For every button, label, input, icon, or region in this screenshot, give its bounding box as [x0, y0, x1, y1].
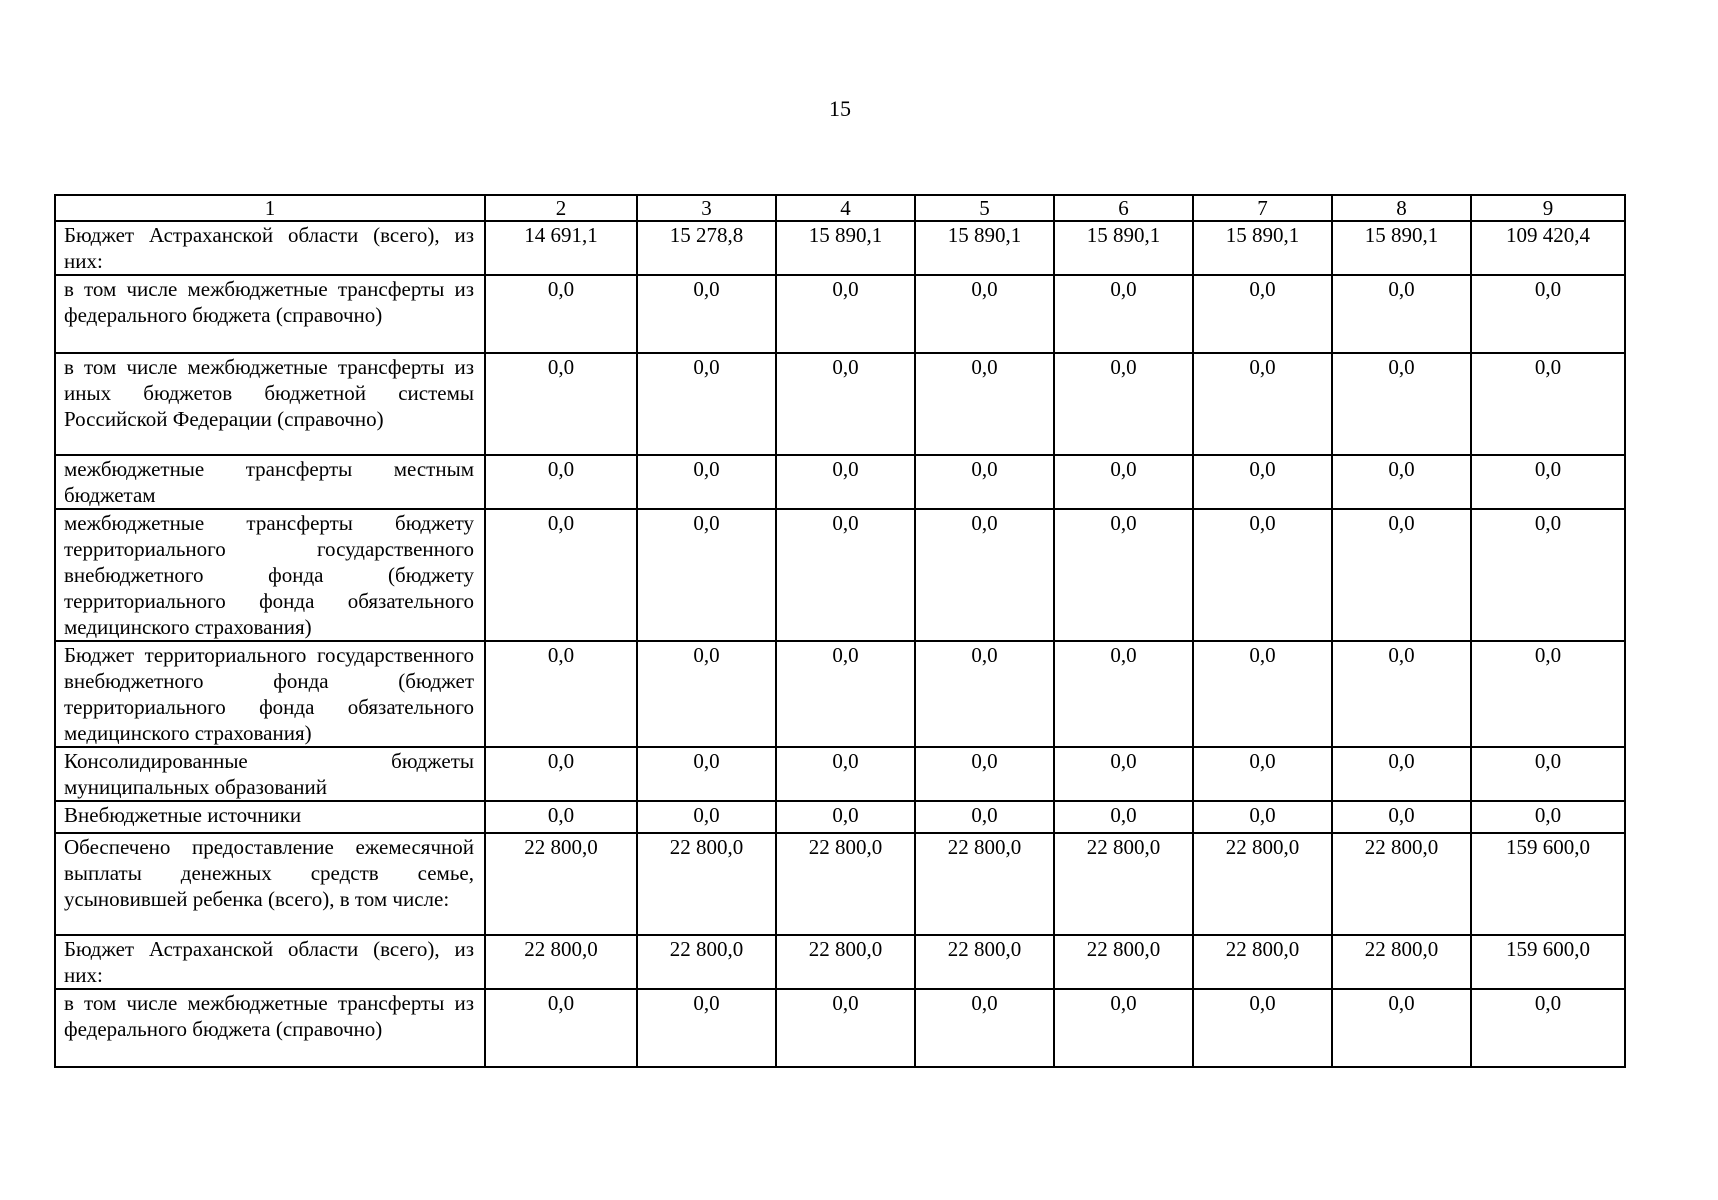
header-cell: 6 [1054, 195, 1193, 221]
value-cell: 0,0 [485, 275, 637, 353]
table-row [55, 455, 1625, 509]
value-cell: 0,0 [485, 989, 637, 1067]
value-cell: 0,0 [776, 275, 915, 353]
value-cell: 0,0 [1471, 509, 1625, 641]
table-row [55, 641, 1625, 747]
value-cell: 0,0 [485, 747, 637, 801]
value-cell: 0,0 [1054, 353, 1193, 455]
value-cell: 0,0 [1471, 275, 1625, 353]
value-cell: 22 800,0 [485, 935, 637, 989]
value-cell: 0,0 [1332, 353, 1471, 455]
value-cell: 0,0 [776, 353, 915, 455]
row-label: межбюджетные трансферты бюджету территориального государственного внебюджетного фонда (бюджету территориального фонда обязательного медицинского страхования) [55, 509, 485, 641]
row-label: в том числе межбюджетные трансферты из федерального бюджета (справочно) [55, 275, 485, 353]
value-cell: 22 800,0 [915, 935, 1054, 989]
row-label: Обеспечено предоставление ежемесячной выплаты денежных средств семье, усыновившей ребенка (всего), в том числе: [55, 833, 485, 935]
value-cell: 0,0 [1471, 641, 1625, 747]
value-cell: 0,0 [1332, 801, 1471, 833]
value-cell: 0,0 [1332, 989, 1471, 1067]
table-body [55, 221, 1625, 1067]
value-cell: 0,0 [637, 509, 776, 641]
value-cell: 0,0 [1193, 275, 1332, 353]
value-cell: 0,0 [485, 509, 637, 641]
value-cell: 15 890,1 [776, 221, 915, 275]
value-cell: 0,0 [776, 747, 915, 801]
value-cell: 15 890,1 [1193, 221, 1332, 275]
table-row [55, 935, 1625, 989]
row-label: Бюджет Астраханской области (всего), из них: [55, 221, 485, 275]
value-cell: 0,0 [1193, 455, 1332, 509]
header-cell: 1 [55, 195, 485, 221]
table-row [55, 353, 1625, 455]
value-cell: 15 890,1 [1332, 221, 1471, 275]
header-cell: 7 [1193, 195, 1332, 221]
page-number: 15 [829, 96, 851, 121]
value-cell: 0,0 [485, 641, 637, 747]
value-cell: 0,0 [915, 641, 1054, 747]
header-cell: 2 [485, 195, 637, 221]
budget-table [54, 194, 1626, 1068]
value-cell: 0,0 [1193, 509, 1332, 641]
table-row [55, 509, 1625, 641]
value-cell: 0,0 [1193, 353, 1332, 455]
header-cell: 4 [776, 195, 915, 221]
row-label: межбюджетные трансферты местным бюджетам [55, 455, 485, 509]
value-cell: 22 800,0 [485, 833, 637, 935]
value-cell: 0,0 [637, 801, 776, 833]
row-label: в том числе межбюджетные трансферты из иных бюджетов бюджетной системы Российской Федерации (справочно) [55, 353, 485, 455]
value-cell: 0,0 [1471, 747, 1625, 801]
value-cell: 22 800,0 [1332, 935, 1471, 989]
value-cell: 0,0 [485, 455, 637, 509]
table-row [55, 747, 1625, 801]
row-label: Консолидированные бюджеты муниципальных образований [55, 747, 485, 801]
value-cell: 0,0 [915, 989, 1054, 1067]
value-cell: 0,0 [637, 455, 776, 509]
value-cell: 0,0 [776, 801, 915, 833]
table-row [55, 221, 1625, 275]
value-cell: 0,0 [915, 353, 1054, 455]
header-cell: 3 [637, 195, 776, 221]
header-row [55, 195, 1625, 221]
value-cell: 159 600,0 [1471, 833, 1625, 935]
value-cell: 0,0 [1054, 989, 1193, 1067]
value-cell: 0,0 [1193, 801, 1332, 833]
value-cell: 22 800,0 [1193, 935, 1332, 989]
value-cell: 0,0 [776, 509, 915, 641]
value-cell: 109 420,4 [1471, 221, 1625, 275]
value-cell: 0,0 [637, 275, 776, 353]
value-cell: 15 890,1 [1054, 221, 1193, 275]
value-cell: 0,0 [1332, 747, 1471, 801]
value-cell: 0,0 [1054, 455, 1193, 509]
value-cell: 15 278,8 [637, 221, 776, 275]
value-cell: 0,0 [915, 509, 1054, 641]
value-cell: 0,0 [1054, 509, 1193, 641]
value-cell: 0,0 [1332, 509, 1471, 641]
value-cell: 0,0 [776, 455, 915, 509]
value-cell: 22 800,0 [1054, 833, 1193, 935]
value-cell: 0,0 [637, 353, 776, 455]
value-cell: 0,0 [1332, 455, 1471, 509]
value-cell: 0,0 [485, 353, 637, 455]
value-cell: 0,0 [1332, 641, 1471, 747]
row-label: Бюджет Астраханской области (всего), из них: [55, 935, 485, 989]
header-cell: 8 [1332, 195, 1471, 221]
row-label: Внебюджетные источники [55, 801, 485, 833]
value-cell: 0,0 [1054, 641, 1193, 747]
value-cell: 0,0 [1193, 641, 1332, 747]
value-cell: 0,0 [1471, 455, 1625, 509]
value-cell: 0,0 [1471, 353, 1625, 455]
value-cell: 0,0 [1193, 989, 1332, 1067]
header-cell: 9 [1471, 195, 1625, 221]
value-cell: 159 600,0 [1471, 935, 1625, 989]
value-cell: 0,0 [1054, 747, 1193, 801]
value-cell: 15 890,1 [915, 221, 1054, 275]
value-cell: 0,0 [637, 989, 776, 1067]
value-cell: 22 800,0 [1193, 833, 1332, 935]
value-cell: 0,0 [637, 641, 776, 747]
row-label: в том числе межбюджетные трансферты из федерального бюджета (справочно) [55, 989, 485, 1067]
table-row [55, 989, 1625, 1067]
value-cell: 0,0 [485, 801, 637, 833]
value-cell: 0,0 [1193, 747, 1332, 801]
value-cell: 0,0 [915, 801, 1054, 833]
value-cell: 14 691,1 [485, 221, 637, 275]
value-cell: 0,0 [1471, 989, 1625, 1067]
header-cell: 5 [915, 195, 1054, 221]
table-row [55, 275, 1625, 353]
value-cell: 0,0 [776, 641, 915, 747]
value-cell: 22 800,0 [637, 935, 776, 989]
table-row [55, 833, 1625, 935]
row-label: Бюджет территориального государственного внебюджетного фонда (бюджет территориального фонда обязательного медицинского страхования) [55, 641, 485, 747]
value-cell: 22 800,0 [1332, 833, 1471, 935]
table-row [55, 801, 1625, 833]
value-cell: 0,0 [915, 275, 1054, 353]
value-cell: 22 800,0 [776, 833, 915, 935]
value-cell: 0,0 [915, 747, 1054, 801]
value-cell: 22 800,0 [915, 833, 1054, 935]
value-cell: 0,0 [1054, 801, 1193, 833]
value-cell: 22 800,0 [637, 833, 776, 935]
value-cell: 0,0 [1054, 275, 1193, 353]
value-cell: 0,0 [637, 747, 776, 801]
value-cell: 22 800,0 [1054, 935, 1193, 989]
value-cell: 0,0 [1332, 275, 1471, 353]
value-cell: 0,0 [915, 455, 1054, 509]
value-cell: 0,0 [1471, 801, 1625, 833]
value-cell: 0,0 [776, 989, 915, 1067]
value-cell: 22 800,0 [776, 935, 915, 989]
